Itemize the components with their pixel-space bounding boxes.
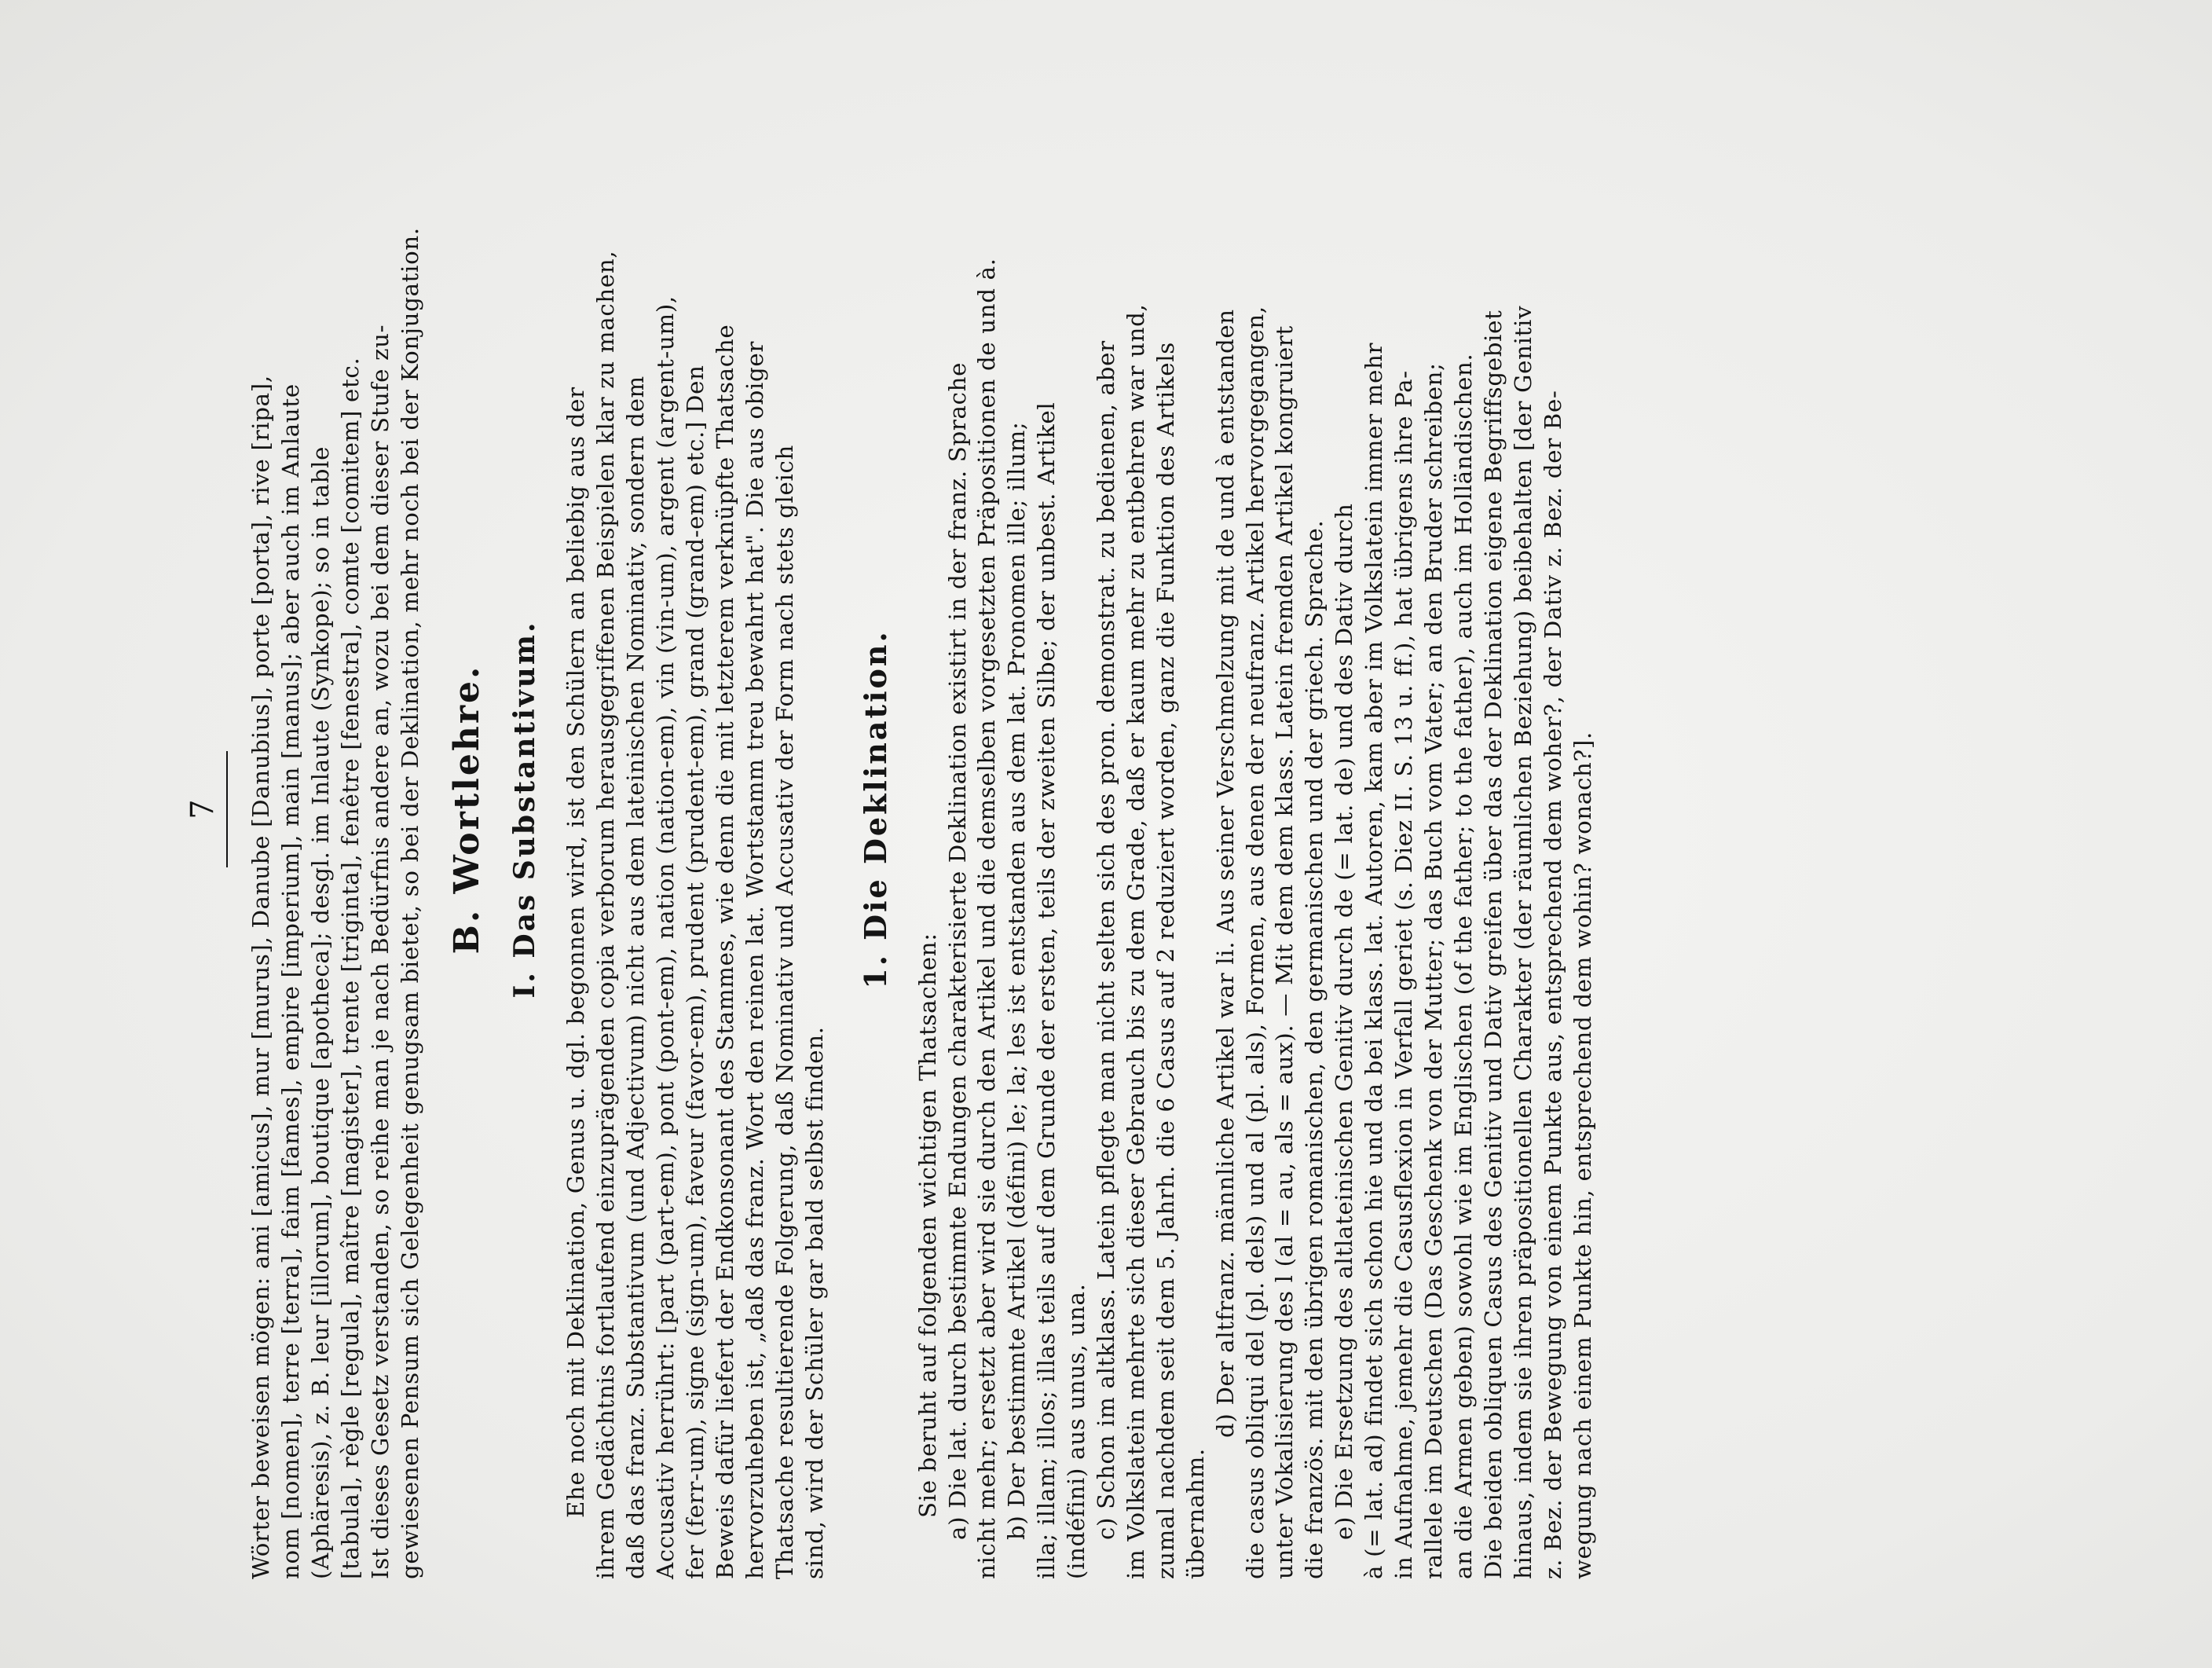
- list-item-line: b) Der bestimmte Artikel (défini) le; la; les ist entstanden aus dem lat. Pronomen ille; illum;: [1003, 421, 1031, 1540]
- page-number: 7: [185, 799, 221, 819]
- list-item-line: rallele im Deutschen (Das Geschenk von der Mutter; das Buch vom Vater; an den Bruder schreiben;: [1420, 362, 1447, 1579]
- intro-line: nom [nomen], terre [terra], faim [fames], empire [imperium], main [manus]; aber auch im Anlaute: [276, 383, 304, 1579]
- intro-line: [tabula], règle [regula], maître [magister], trente [triginta], fenêtre [fenestra], comte [comitem] etc.: [336, 357, 364, 1579]
- list-item-line: illa; illam; illos; illas teils auf dem Grunde der ersten, teils der zweiten Silbe; der unbest. Artikel: [1033, 401, 1060, 1579]
- paragraph-line: hervorzuheben ist, „daß das franz. Wort den reinen lat. Wortstamm treu bewahrt hat". Die aus obiger: [741, 340, 768, 1579]
- list-item-line: übernahm.: [1181, 1448, 1209, 1579]
- paragraph-line: Ehe noch mit Deklination, Genus u. dgl. begonnen wird, ist den Schülern an beliebig aus der: [562, 387, 590, 1518]
- list-item-line: zumal nachdem seit dem 5. Jahrh. die 6 Casus auf 2 reduziert worden, ganz die Funktion des Artikels: [1152, 342, 1179, 1579]
- paragraph-line: daß das franz. Substantivum (und Adjectivum) nicht aus dem lateinischen Nominativ, sondern dem: [622, 376, 650, 1579]
- paragraph-line: fer (ferr-um), signe (sign-um), faveur (favor-em), prudent (prudent-em), grand (grand-em) etc.] Den: [682, 365, 709, 1579]
- list-item-line: unter Vokalisierung des l (al = au, als = aux). — Mit dem dem klass. Latein fremden Artikel kongruiert: [1271, 325, 1298, 1579]
- paragraph-line: Thatsache resultierende Folgerung, daß Nominativ und Accusativ der Form nach stets gleich: [771, 444, 798, 1579]
- paragraph-line: Beweis dafür liefert der Endkonsonant des Stammes, wie denn die mit letzterem verknüpfte Thatsache: [711, 324, 738, 1579]
- subsubsection-heading: 1. Die Deklination.: [857, 629, 893, 989]
- list-item-line: c) Schon im altklass. Latein pflegte man nicht selten sich des pron. demonstrat. zu bedienen, aber: [1093, 340, 1120, 1540]
- list-item-line: à (= lat. ad) findet sich schon hie und da bei klass. lat. Autoren, kam aber im Volkslatein immer mehr: [1361, 342, 1388, 1579]
- list-item-line: die französ. mit den übrigen romanischen, den germanischen und der griech. Sprache.: [1301, 519, 1328, 1579]
- list-item-c: [1092, 39, 1211, 1579]
- list-item-line: in Aufnahme, jemehr die Casusflexion in Verfall geriet (s. Diez II. S. 13 u. ff.), hat übrigens ihre Pa-: [1390, 370, 1418, 1579]
- list-item-line: an die Armen geben) sowohl wie im Englischen (of the father; to the father), auch im Holländischen.: [1449, 353, 1477, 1579]
- substantiv-paragraph: [562, 39, 830, 1579]
- list-item-line: d) Der altfranz. männliche Artikel war li. Aus seiner Verschmelzung mit de und à entstanden: [1211, 309, 1239, 1438]
- list-item-line: die casus obliqui del (pl. dels) und al (pl. als), Formen, aus denen der neufranz. Artikel hervorgegangen,: [1241, 306, 1269, 1579]
- list-item-line: Die beiden obliquen Casus des Genitiv und Dativ greifen über das der Deklination eigene Begriffsgebiet: [1479, 310, 1507, 1579]
- intro-paragraph: [247, 39, 425, 1579]
- intro-line: (Aphäresis), z. B. leur [illorum], boutique [apotheca]; desgl. im Inlaute (Synkope); so in table: [306, 445, 334, 1579]
- subsection-heading: I. Das Substantivum.: [508, 620, 542, 999]
- list-item-line: e) Die Ersetzung des altlateinischen Genitiv durch de (= lat. de) und des Dativ durch: [1331, 503, 1358, 1540]
- list-item-line: a) Die lat. durch bestimmte Endungen charakterisierte Deklination existirt in der franz. Sprache: [943, 361, 971, 1540]
- list-item-line: im Volkslatein mehrte sich dieser Gebrauch bis zu dem Grade, daß er kaum mehr zu entbehren war und,: [1122, 303, 1149, 1579]
- list-item-e: [1330, 39, 1598, 1579]
- paragraph-line: ihrem Gedächtnis fortlaufend einzuprägenden copia verborum herausgegriffenen Beispielen klar zu machen,: [592, 250, 620, 1579]
- list-item-line: z. Bez. der Bewegung von einem Punkte aus, entsprechend dem woher?, der Dativ z. Bez. der Be-: [1539, 390, 1566, 1579]
- page-number-rule: [226, 751, 228, 867]
- list-item-d: [1211, 39, 1331, 1579]
- intro-line: Wörter beweisen mögen: ami [amicus], mur [murus], Danube [Danubius], porte [porta], rive [ripa],: [247, 375, 274, 1579]
- list-item-a: [943, 39, 1003, 1579]
- section-heading: B. Wortlehre.: [447, 664, 488, 955]
- paragraph-line: sind, wird der Schüler gar bald selbst finden.: [800, 1026, 828, 1579]
- paragraph-line: Accusativ herrührt: [part (part-em), pont (pont-em), nation (nation-em), vin (vin-um), argent (argent-um),: [652, 295, 679, 1579]
- list-item-line: wegung nach einem Punkte hin, entsprechend dem wohin? wonach?].: [1569, 731, 1596, 1579]
- list-item-b: [1002, 39, 1092, 1579]
- intro-line: Ist dieses Gesetz verstanden, so reihe man je nach Bedürfnis andere an, wozu bei dem dieser Stufe zu-: [366, 324, 394, 1579]
- intro-line: gewiesenen Pensum sich Gelegenheit genugsam bietet, so bei der Deklination, mehr noch bei der Konjugation.: [396, 227, 423, 1579]
- list-item-line: (indéfini) aus unus, una.: [1063, 1283, 1090, 1579]
- list-item-line: nicht mehr; ersetzt aber wird sie durch den Artikel und die demselben vorgesetzten Präpositionen de und à.: [973, 258, 1001, 1579]
- deklination-intro: Sie beruht auf folgenden wichtigen Thatsachen:: [914, 933, 941, 1518]
- rotated-document-page: [165, 39, 2034, 1579]
- list-item-line: hinaus, indem sie ihren präpositionellen Charakter (der räumlichen Beziehung) beibehalten [der Genitiv: [1509, 305, 1536, 1579]
